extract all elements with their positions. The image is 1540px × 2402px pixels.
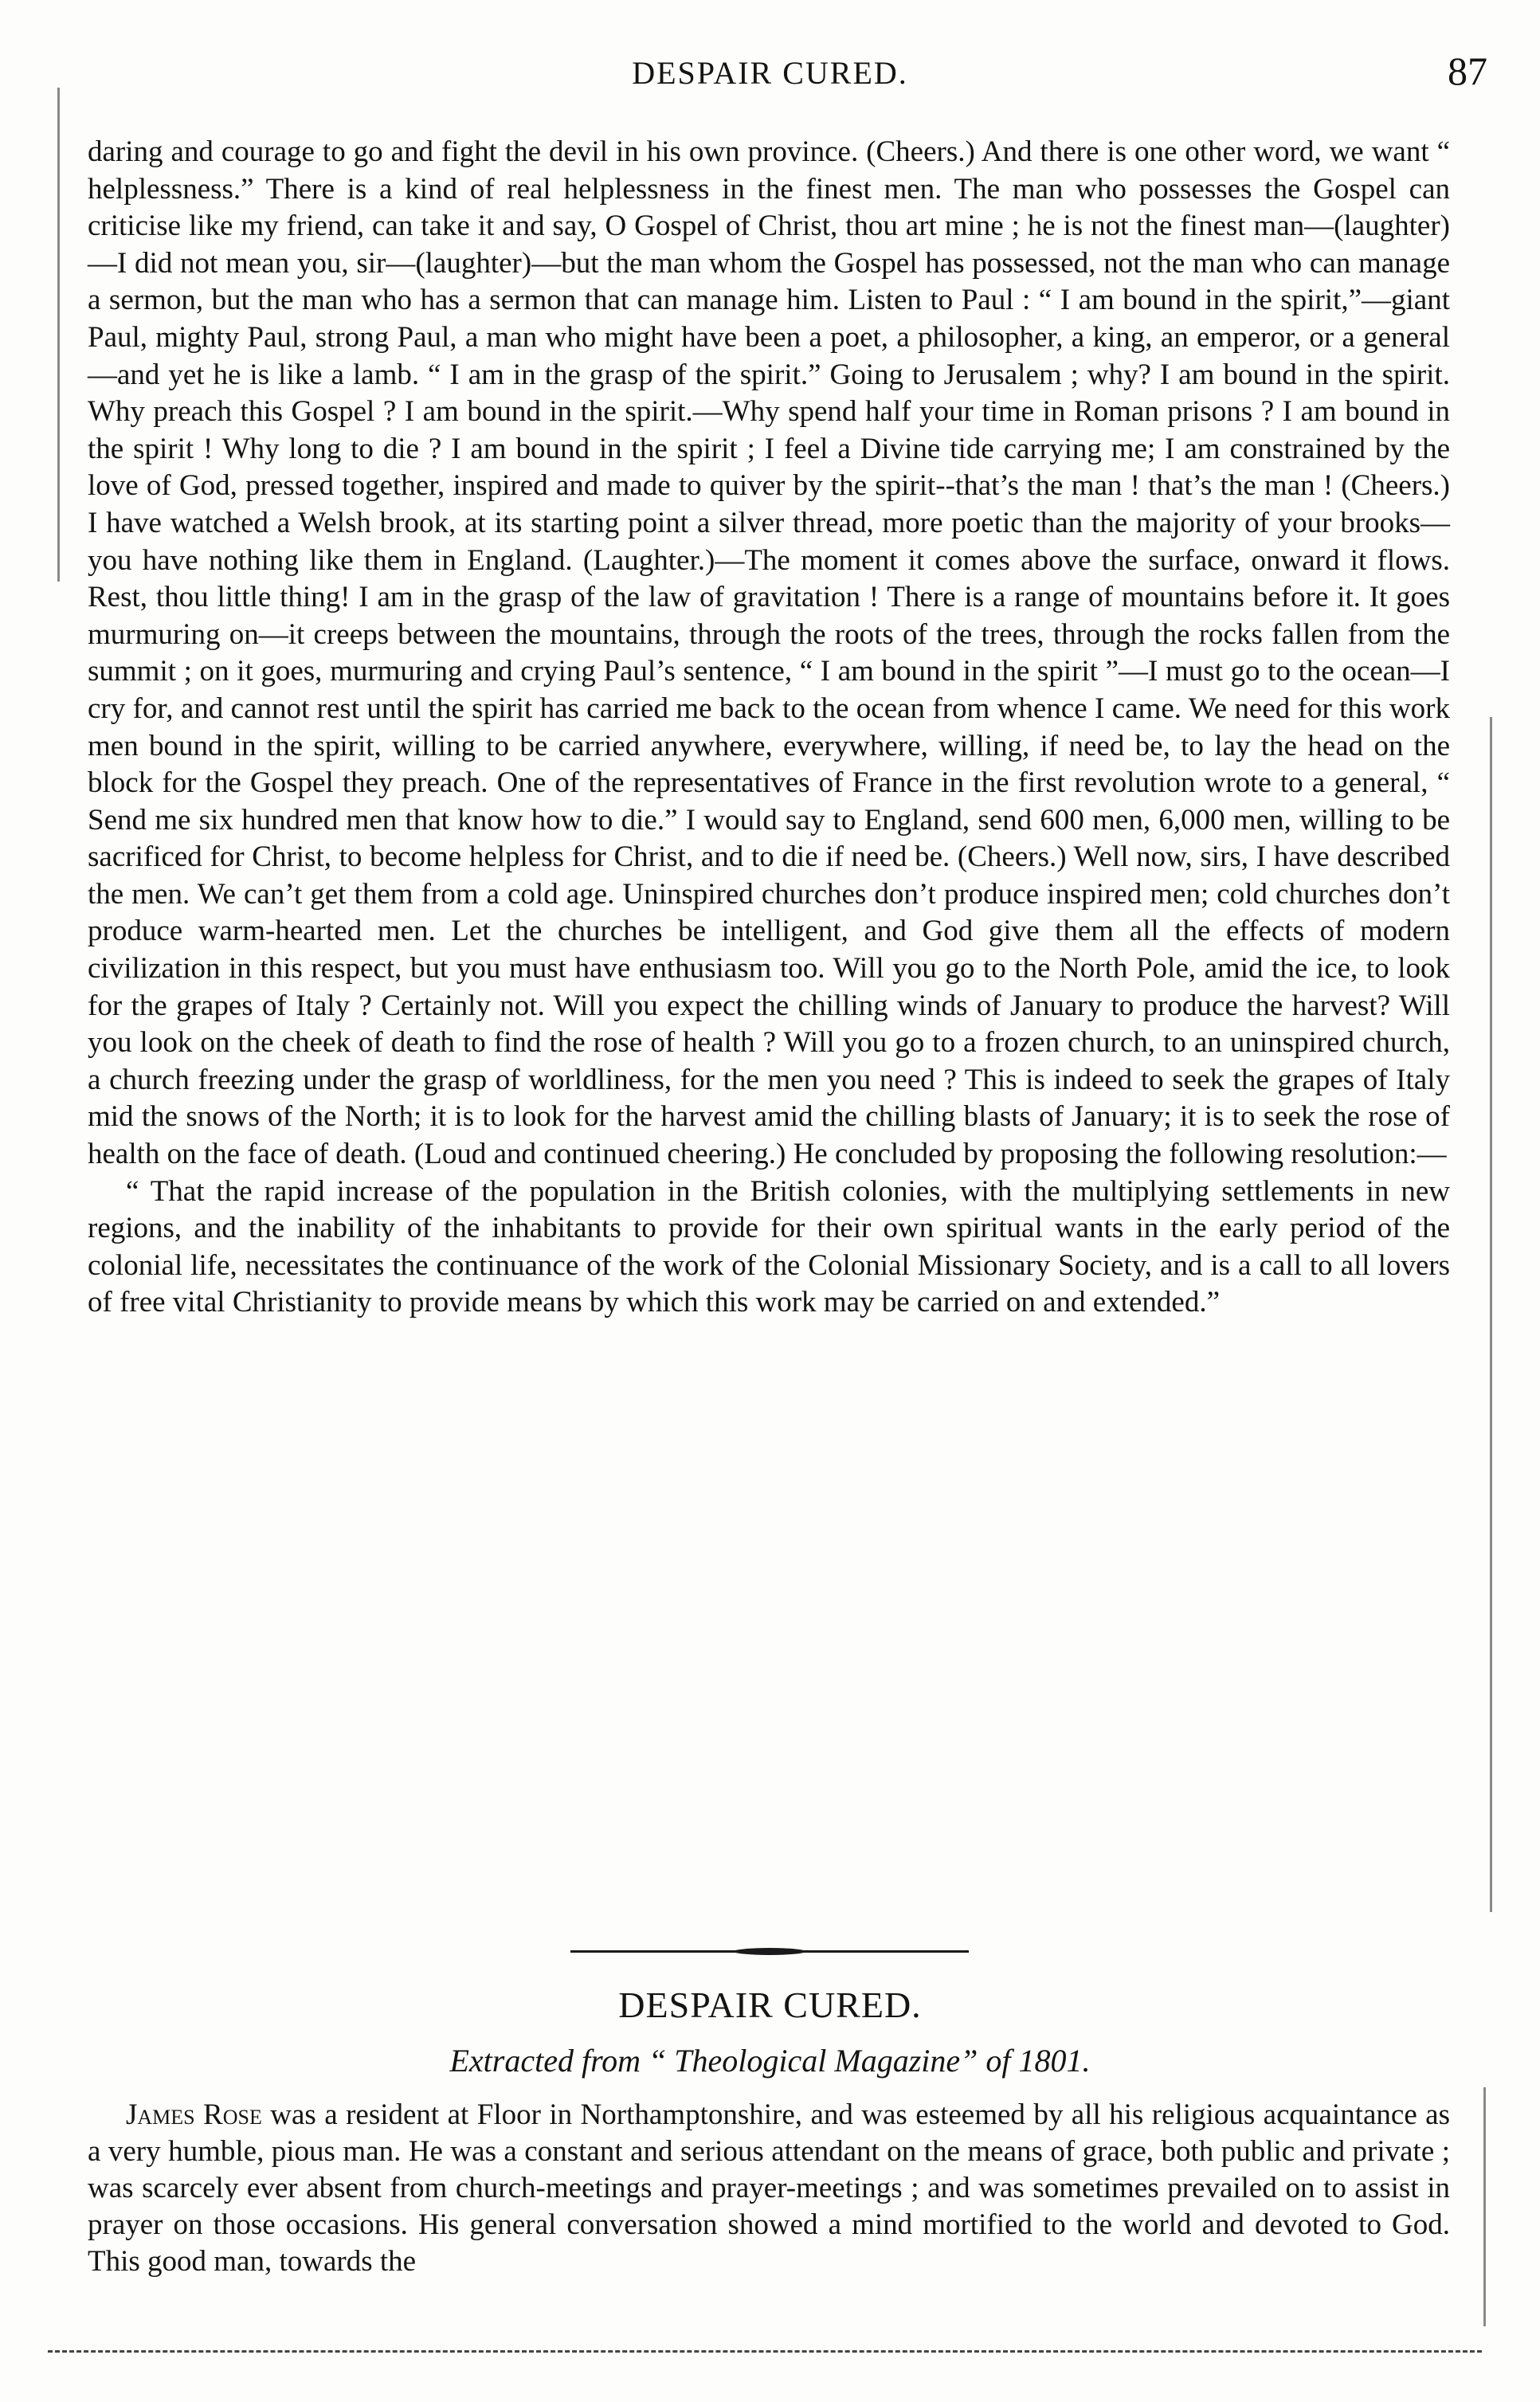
- article-subtitle: Extracted from “ Theological Magazine” of 1801.: [449, 2043, 1091, 2079]
- right-margin-line-lower: [1483, 2087, 1486, 2326]
- left-margin-line: [57, 88, 60, 582]
- article-paragraph: [88, 2097, 1450, 2280]
- article-body: [88, 2097, 1450, 2280]
- page-number: 87: [1448, 49, 1487, 93]
- article-paragraph-text: was a resident at Floor in Northamptonshire, and was esteemed by all his religious acquaintance as a very humble, pious man. He was a constant and serious attendant on the means of grace, both public and private ; was scarcely ever absent from church-meetings and prayer-meetings ; and was sometimes prevailed on to assist in prayer on those occasions. His general conversation showed a mind mortified to the world and devoted to God. This good man, towards the: [88, 2098, 1450, 2278]
- section-divider: [570, 1950, 969, 1953]
- speech-paragraph: daring and courage to go and fight the devil in his own province. (Cheers.) And there is one other word, we want “ helplessness.” There is a kind of real helplessness in the finest men. The man who possesses the Gospel can criticise like my friend, can take it and say, O Gospel of Christ, thou art mine ; he is not the finest man—(laughter)—I did not mean you, sir—(laughter)—but the man whom the Gospel has possessed, not the man who can manage a sermon, but the man who has a sermon that can manage him. Listen to Paul : “ I am bound in the spirit,”—giant Paul, mighty Paul, strong Paul, a man who might have been a poet, a philosopher, a king, an emperor, or a general—and yet he is like a lamb. “ I am in the grasp of the spirit.” Going to Jerusalem ; why? I am bound in the spirit. Why preach this Gospel ? I am bound in the spirit.—Why spend half your time in Roman prisons ? I am bound in the spirit ! Why long to die ? I am bound in the spirit ; I feel a Divine tide carrying me; I am constrained by the love of God, pressed together, inspired and made to quiver by the spirit--that’s the man ! that’s the man ! (Cheers.) I have watched a Welsh brook, at its starting point a silver thread, more poetic than the majority of your brooks—you have nothing like them in England. (Laughter.)—The moment it comes above the surface, onward it flows. Rest, thou little thing! I am in the grasp of the law of gravitation ! There is a range of mountains before it. It goes murmuring on—it creeps between the mountains, through the roots of the trees, through the rocks fallen from the summit ; on it goes, murmuring and crying Paul’s sentence, “ I am bound in the spirit ”—I must go to the ocean—I cry for, and cannot rest until the spirit has carried me back to the ocean from whence I came. We need for this work men bound in the spirit, willing to be carried anywhere, everywhere, willing, if need be, to lay the head on the block for the Gospel they preach. One of the representatives of France in the first revolution wrote to a general, “ Send me six hundred men that know how to die.” I would say to England, send 600 men, 6,000 men, willing to be sacrificed for Christ, to become helpless for Christ, and to die if need be. (Cheers.) Well now, sirs, I have described the men. We can’t get them from a cold age. Uninspired churches don’t produce inspired men; cold churches don’t produce warm-hearted men. Let the churches be intelligent, and God give them all the effects of modern civilization in this respect, but you must have enthusiasm too. Will you go to the North Pole, amid the ice, to look for the grapes of Italy ? Certainly not. Will you expect the chilling winds of January to produce the harvest? Will you look on the cheek of death to find the rose of health ? Will you go to a frozen church, to an uninspired church, a church freezing under the grasp of worldliness, for the men you need ? This is indeed to seek the grapes of Italy mid the snows of the North; it is to look for the harvest amid the chilling blasts of January; it is to seek the rose of health on the face of death. (Loud and continued cheering.) He concluded by proposing the following resolution:—: [88, 135, 1450, 1171]
- page-header: [0, 48, 1540, 104]
- resolution-paragraph: “ That the rapid increase of the population in the British colonies, with the multiplying settlements in new regions, and the inability of the inhabitants to provide for their own spiritual wants in the early period of the colonial life, necessitates the continuance of the work of the Colonial Missionary Society, and is a call to all lovers of free vital Christianity to provide means by which this work may be carried on and extended.”: [88, 1174, 1450, 1319]
- right-margin-line: [1490, 717, 1492, 1912]
- article-title: DESPAIR CURED.: [618, 1985, 922, 2025]
- article-lead-name: James Rose: [126, 2098, 262, 2131]
- speech-text-block: [88, 134, 1450, 1322]
- running-title: DESPAIR CURED.: [632, 55, 908, 91]
- bottom-edge-rule: [48, 2350, 1482, 2353]
